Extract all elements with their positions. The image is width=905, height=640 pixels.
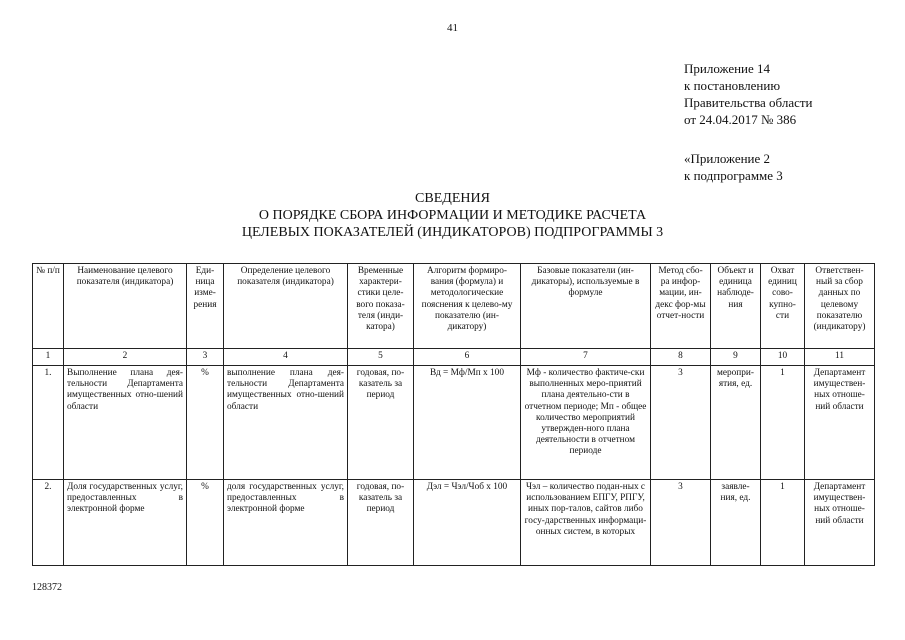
- header-cell: Ответствен-ный за сбор данных по целевому показателю (индикатору): [805, 264, 875, 349]
- column-number: 3: [187, 349, 224, 366]
- indicator-name: Доля государственных услуг, предоставленных в электронной форме: [64, 480, 187, 566]
- appendix-line: «Приложение 2: [684, 151, 771, 166]
- header-cell: № п/п: [33, 264, 64, 349]
- object-cell: заявле-ния, ед.: [711, 480, 761, 566]
- title-line: ЦЕЛЕВЫХ ПОКАЗАТЕЛЕЙ (ИНДИКАТОРОВ) ПОДПРОГРАММЫ 3: [241, 225, 664, 240]
- header-cell: Базовые показатели (ин-дикаторы), используемые в формуле: [521, 264, 651, 349]
- method-cell: 3: [651, 480, 711, 566]
- appendix-line: от 24.04.2017 № 386: [684, 112, 797, 127]
- appendix-block: [684, 60, 813, 128]
- header-cell: Охват единиц сово-купно-сти: [761, 264, 805, 349]
- header-cell: Временные характери-стики целе-вого показа-теля (инди-катора): [348, 264, 414, 349]
- column-number: 7: [521, 349, 651, 366]
- column-number: 11: [805, 349, 875, 366]
- header-cell: Объект и единица наблюде-ния: [711, 264, 761, 349]
- column-number: 9: [711, 349, 761, 366]
- coverage-cell: 1: [761, 366, 805, 480]
- title-line: СВЕДЕНИЯ: [415, 191, 490, 206]
- row-number: 2.: [33, 480, 64, 566]
- header-cell: Наименование целевого показателя (индикатора): [64, 264, 187, 349]
- column-number: 6: [414, 349, 521, 366]
- column-number-row: [33, 349, 875, 366]
- definition-cell: выполнение плана дея-тельности Департамента имущественных отно-шений области: [224, 366, 348, 480]
- page-number: 41: [447, 22, 458, 34]
- column-number: 2: [64, 349, 187, 366]
- header-cell: Еди-ница изме-рения: [187, 264, 224, 349]
- table-row: [33, 480, 875, 566]
- column-number: 5: [348, 349, 414, 366]
- header-cell: Определение целевого показателя (индикатора): [224, 264, 348, 349]
- appendix-line: к постановлению: [684, 78, 781, 93]
- appendix-line: Правительства области: [684, 95, 813, 110]
- base-indicators-cell: Чэл – количество подан-ных с использованием ЕПГУ, РПГУ, иных пор-талов, сайтов либо госу-дарственных информаци-онных систем, в которых: [521, 480, 651, 566]
- coverage-cell: 1: [761, 480, 805, 566]
- unit-cell: %: [187, 480, 224, 566]
- unit-cell: %: [187, 366, 224, 480]
- row-number: 1.: [33, 366, 64, 480]
- base-indicators-cell: Мф - количество фактиче-ски выполненных меро-приятий плана деятельно-сти в отчетном периоде; Мп - общее количество мероприятий утвержден-ного плана деятельности в отчетном периоде: [521, 366, 651, 480]
- indicator-name: Выполнение плана дея-тельности Департамента имущественных отно-шений области: [64, 366, 187, 480]
- document-title: [0, 190, 905, 241]
- appendix-subprogram-block: [684, 150, 783, 184]
- object-cell: меропри-ятия, ед.: [711, 366, 761, 480]
- column-number: 10: [761, 349, 805, 366]
- table-row: [33, 366, 875, 480]
- header-cell: Метод сбо-ра инфор-мации, ин-декс фор-мы отчет-ности: [651, 264, 711, 349]
- time-cell: годовая, по-казатель за период: [348, 480, 414, 566]
- time-cell: годовая, по-казатель за период: [348, 366, 414, 480]
- method-cell: 3: [651, 366, 711, 480]
- column-number: 4: [224, 349, 348, 366]
- appendix-line: Приложение 14: [684, 61, 771, 76]
- document-code: 128372: [32, 582, 62, 593]
- header-cell: Алгоритм формиро-вания (формула) и методологические пояснения к целево-му показателю (ин-дикатору): [414, 264, 521, 349]
- indicators-table: [32, 263, 875, 566]
- definition-cell: доля государственных услуг, предоставленных в электронной форме: [224, 480, 348, 566]
- table-header-row: [33, 264, 875, 349]
- appendix-line: к подпрограмме 3: [684, 168, 783, 183]
- title-line: О ПОРЯДКЕ СБОРА ИНФОРМАЦИИ И МЕТОДИКЕ РАСЧЕТА: [258, 208, 647, 223]
- responsible-cell: Департамент имуществен-ных отноше-ний области: [805, 480, 875, 566]
- column-number: 8: [651, 349, 711, 366]
- formula-cell: Вд = Мф/Мп х 100: [414, 366, 521, 480]
- formula-cell: Дэл = Чэл/Чоб х 100: [414, 480, 521, 566]
- column-number: 1: [33, 349, 64, 366]
- responsible-cell: Департамент имуществен-ных отноше-ний области: [805, 366, 875, 480]
